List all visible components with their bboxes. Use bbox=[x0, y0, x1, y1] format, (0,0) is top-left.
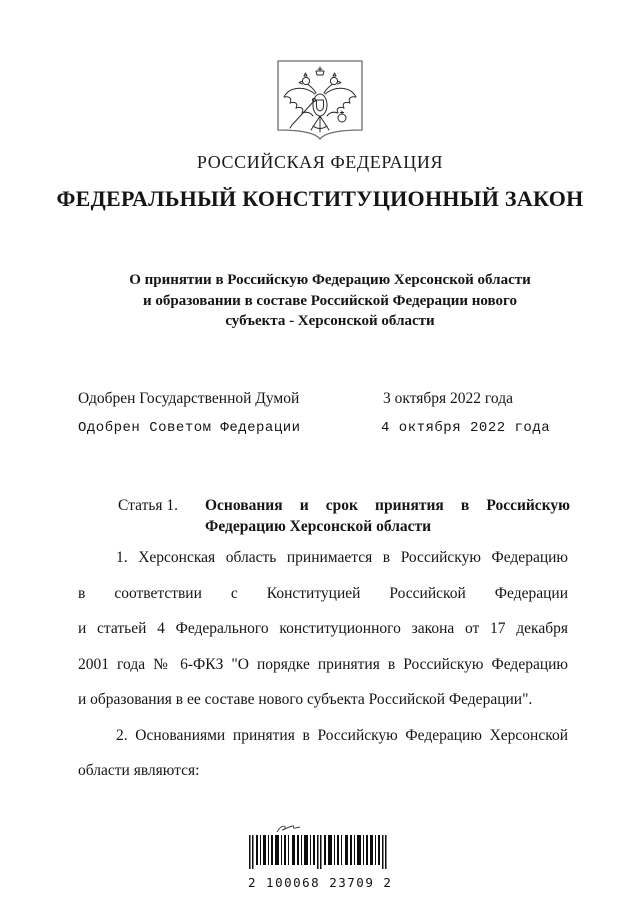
approval-duma-label: Одобрен Государственной Думой bbox=[78, 390, 300, 407]
document-title-line: О принятии в Российскую Федерацию Херсонской области bbox=[129, 272, 531, 288]
barcode-digits: 2 100068 23709 2 bbox=[248, 875, 393, 890]
document-title-line: и образовании в составе Российской Федерации нового bbox=[142, 292, 517, 309]
body-line: 2. Основаниями принятия в Российскую Федерацию Херсонской bbox=[116, 726, 568, 744]
country-name-heading: РОССИЙСКАЯ ФЕДЕРАЦИЯ bbox=[196, 152, 444, 172]
approval-row-council bbox=[78, 420, 578, 440]
body-line: и образования в ее составе нового субъекта Российской Федерации". bbox=[78, 691, 533, 708]
handwritten-mark-icon bbox=[276, 823, 302, 834]
article-heading-line: Основания и срок принятия в Российскую bbox=[205, 497, 570, 514]
body-line: и статьей 4 Федерального конституционного закона от 17 декабря bbox=[78, 620, 568, 637]
article-heading-text bbox=[205, 495, 570, 537]
russian-coat-of-arms-icon bbox=[276, 59, 364, 149]
approval-row-duma bbox=[78, 390, 578, 410]
article-1-heading bbox=[118, 495, 570, 537]
body-line: 2001 года № 6-ФКЗ "О порядке принятия в Российскую Федерацию bbox=[78, 655, 568, 673]
body-line: области являются: bbox=[78, 762, 200, 779]
document-title-line: субъекта - Херсонской области bbox=[225, 313, 435, 329]
approval-council-date: 4 октября 2022 года bbox=[381, 420, 551, 436]
article-heading-line: Федерацию Херсонской области bbox=[205, 518, 432, 535]
article-number-label: Статья 1. bbox=[118, 497, 179, 514]
barcode-bars bbox=[249, 835, 387, 869]
body-line: в соответствии с Конституцией Российской Федерации bbox=[78, 584, 568, 602]
document-title bbox=[100, 270, 560, 332]
law-type-heading: ФЕДЕРАЛЬНЫЙ КОНСТИТУЦИОННЫЙ ЗАКОН bbox=[56, 186, 584, 211]
approval-duma-date: 3 октября 2022 года bbox=[383, 390, 513, 407]
approval-council-label: Одобрен Советом Федерации bbox=[78, 420, 301, 436]
article-body-text bbox=[78, 540, 568, 789]
registration-barcode bbox=[248, 823, 393, 890]
body-line: 1. Херсонская область принимается в Российскую Федерацию bbox=[116, 549, 568, 566]
